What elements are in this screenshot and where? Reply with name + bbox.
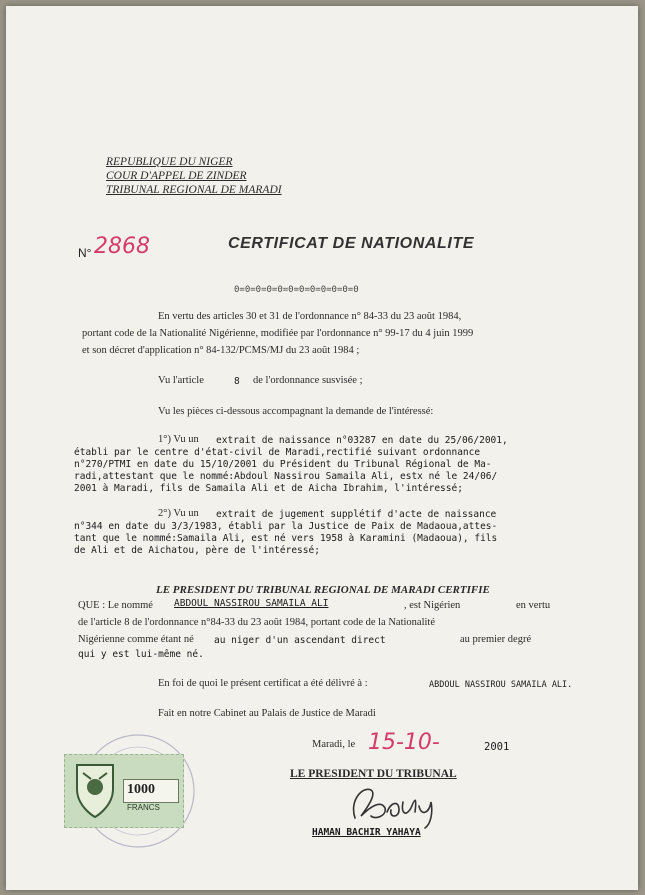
piece1-line-2: établi par le centre d'état-civil de Maradi,rectifié suivant ordonnance <box>74 447 481 458</box>
certificate-page <box>6 6 638 890</box>
president-title: LE PRESIDENT DU TRIBUNAL <box>290 768 457 780</box>
signer-name: HAMAN BACHIR YAHAYA <box>312 827 421 838</box>
header-court: COUR D'APPEL DE ZINDER <box>106 170 247 182</box>
que-line-3a: Nigérienne comme étant né <box>78 634 194 645</box>
piece2-line-3: tant que le nommé:Samaila Ali, est né vers 1958 à Karamini (Madaoua), fils <box>74 533 498 544</box>
piece1-line-5: 2001 à Maradi, fils de Samaila Ali et de Aicha Ibrahim, l'intéressé; <box>74 483 463 494</box>
fiscal-stamp <box>64 754 184 828</box>
signature-image <box>341 778 451 830</box>
que-line-2: de l'article 8 de l'ordonnance n°84-33 du 23 août 1984, portant code de la Nationalité <box>78 617 435 628</box>
piece1-line-1: extrait de naissance n°03287 en date du 25/06/2001, <box>216 435 508 446</box>
vu-pieces-line: Vu les pièces ci-dessous accompagnant la demande de l'intéressé: <box>158 406 434 417</box>
piece2-line-4: de Ali et de Aichatou, père de l'intéressé; <box>74 545 320 556</box>
beneficiary-name: ABDOUL NASSIROU SAMAILA ALI <box>174 598 329 609</box>
que-prefix: QUE : Le nommé <box>78 600 153 611</box>
vu-article-prefix: Vu l'article <box>158 375 204 386</box>
certifies-heading: LE PRESIDENT DU TRIBUNAL REGIONAL DE MARADI CERTIFIE <box>156 584 490 596</box>
stamp-value: 1000 <box>127 782 155 797</box>
separator-line: 0=0=0=0=0=0=0=0=0=0=0=0 <box>234 285 359 295</box>
coat-of-arms-icon <box>69 759 121 823</box>
vu-article-suffix: de l'ordonnance susvisée ; <box>253 375 363 386</box>
que-line-3b: au niger d'un ascendant direct <box>214 635 386 646</box>
certificate-number: 2868 <box>94 234 150 259</box>
certificate-number-prefix: N° <box>78 246 92 260</box>
que-suffix-2: en vertu <box>516 600 551 611</box>
intro-line-1: En vertu des articles 30 et 31 de l'ordonnance n° 84-33 du 23 août 1984, <box>158 311 462 322</box>
que-line-4: qui y est lui-même né. <box>78 649 204 660</box>
que-line-3c: au premier degré <box>460 634 532 645</box>
date-year: 2001 <box>484 741 510 753</box>
que-suffix-1: , est Nigérien <box>404 600 461 611</box>
document-title: CERTIFICAT DE NATIONALITE <box>228 235 475 252</box>
piece1-line-4: radi,attestant que le nommé:Abdoul Nassirou Samaila Ali, estx né le 24/06/ <box>74 471 498 482</box>
piece2-line-1: extrait de jugement supplétif d'acte de naissance <box>216 509 497 520</box>
piece2-line-2: n°344 en date du 3/3/1983, établi par la Justice de Paix de Madaoua,attes- <box>74 521 498 532</box>
delivered-text: En foi de quoi le présent certificat a été délivré à : <box>158 678 368 689</box>
piece2-lead: 2°) Vu un <box>158 508 199 519</box>
intro-line-2: portant code de la Nationalité Nigérienne, modifiée par l'ordonnance n° 99-17 du 4 juin 1999 <box>82 328 474 339</box>
header-republic: REPUBLIQUE DU NIGER <box>106 156 233 168</box>
stamp-unit: FRANCS <box>127 803 160 812</box>
delivered-name: ABDOUL NASSIROU SAMAILA ALI. <box>429 680 573 690</box>
header-tribunal: TRIBUNAL REGIONAL DE MARADI <box>106 184 282 196</box>
piece1-lead: 1°) Vu un <box>158 434 199 445</box>
vu-article-number: 8 <box>234 376 240 387</box>
date-handwritten: 15-10- <box>368 730 440 755</box>
date-place: Maradi, le <box>312 739 356 750</box>
piece1-line-3: n°270/PTMI en date du 15/10/2001 du Président du Tribunal Régional de Ma- <box>74 459 492 470</box>
fait-line: Fait en notre Cabinet au Palais de Justice de Maradi <box>158 708 376 719</box>
intro-line-3: et son décret d'application n° 84-132/PCMS/MJ du 23 août 1984 ; <box>82 345 360 356</box>
